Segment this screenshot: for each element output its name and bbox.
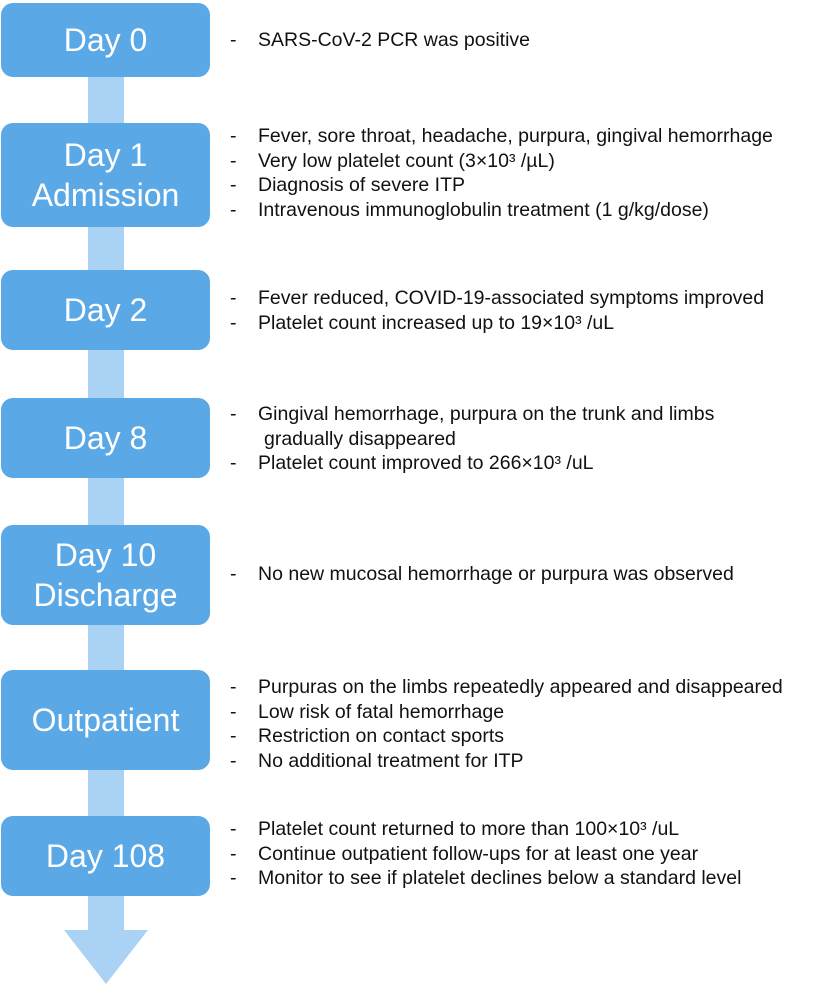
timeline-event-item: - Gingival hemorrhage, purpura on the trunk and limbs <box>230 402 714 427</box>
timeline-event-item: - Platelet count increased up to 19×10³ /uL <box>230 311 764 336</box>
timeline-step-label: Outpatient <box>31 702 180 738</box>
timeline-event-item: - Platelet count returned to more than 100×10³ /uL <box>230 817 741 842</box>
timeline-event-item: - Fever reduced, COVID-19-associated symptoms improved <box>230 286 764 311</box>
timeline-step-box <box>1 123 210 227</box>
timeline-event-item: - Monitor to see if platelet declines below a standard level <box>230 866 741 891</box>
timeline-event-item: - Low risk of fatal hemorrhage <box>230 700 783 725</box>
timeline-event-item: - Purpuras on the limbs repeatedly appeared and disappeared <box>230 675 783 700</box>
timeline-event-item: - Continue outpatient follow-ups for at least one year <box>230 842 741 867</box>
timeline-event-item: - Fever, sore throat, headache, purpura, gingival hemorrhage <box>230 124 773 149</box>
timeline-event-item: - No new mucosal hemorrhage or purpura was observed <box>230 562 734 587</box>
timeline-event-list <box>230 286 764 335</box>
timeline-step-label: Discharge <box>33 577 178 613</box>
timeline-step-box <box>1 3 210 77</box>
timeline-event-list <box>230 675 783 773</box>
timeline-event-list <box>230 402 714 476</box>
timeline-event-list <box>230 28 530 53</box>
timeline-event-item: - Platelet count improved to 266×10³ /uL <box>230 451 714 476</box>
timeline-event-list <box>230 124 773 222</box>
timeline-event-item: - Diagnosis of severe ITP <box>230 173 773 198</box>
timeline-step-box <box>1 816 210 896</box>
timeline-step-label: Admission <box>31 177 180 213</box>
timeline-arrow-head <box>64 930 148 984</box>
timeline-step-label: Day 10 <box>54 537 157 573</box>
timeline-event-item: - No additional treatment for ITP <box>230 749 783 774</box>
timeline-step-label: Day 8 <box>63 420 148 456</box>
timeline-step-label: Day 2 <box>63 292 148 328</box>
timeline-step-box <box>1 670 210 770</box>
timeline-step-box <box>1 270 210 350</box>
timeline-step-label: Day 0 <box>63 22 148 58</box>
timeline-event-item: - Restriction on contact sports <box>230 724 783 749</box>
timeline-step-label: Day 108 <box>45 838 166 874</box>
timeline-step-box <box>1 398 210 478</box>
timeline-event-item: - SARS-CoV-2 PCR was positive <box>230 28 530 53</box>
timeline-event-list <box>230 562 734 587</box>
timeline-step-box <box>1 525 210 625</box>
timeline-event-item: gradually disappeared <box>264 427 456 450</box>
timeline-event-item: - Very low platelet count (3×10³ /µL) <box>230 149 773 174</box>
timeline-event-item: - Intravenous immunoglobulin treatment (1 g/kg/dose) <box>230 198 773 223</box>
timeline-event-list <box>230 817 741 891</box>
timeline-step-label: Day 1 <box>63 137 148 173</box>
